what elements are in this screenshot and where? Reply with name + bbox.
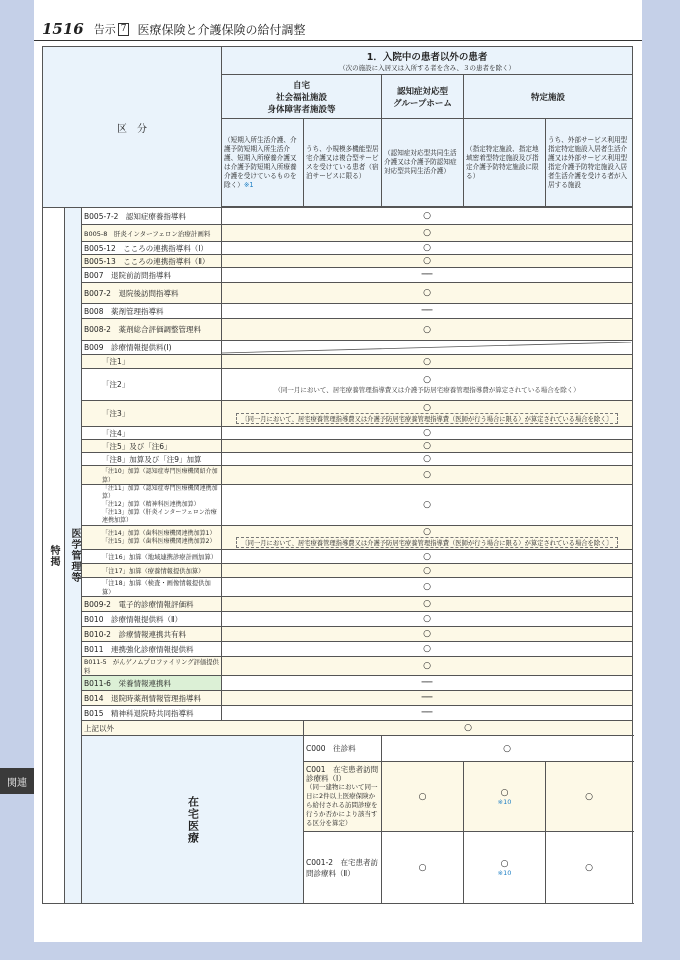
mark-home: ○ bbox=[382, 762, 464, 832]
sub-row-label: 「注1」 bbox=[82, 355, 222, 369]
row-mark: ── bbox=[222, 706, 633, 721]
row-label: C001 在宅患者訪問診療料（Ⅰ） （同一建物において同一日に2件以上医療保険から給付される訪問診療を行うか否かにより該当する区分を算定） bbox=[304, 762, 382, 832]
row-mark: ○ bbox=[222, 550, 633, 564]
row-label: B007-2 退院後訪問指導料 bbox=[82, 283, 222, 304]
group-tokkei: 特掲 bbox=[43, 208, 65, 904]
group-zaitaku: 在宅医療 bbox=[82, 736, 304, 904]
header-rule bbox=[34, 40, 642, 41]
page-title: 医療保険と介護保険の給付調整 bbox=[137, 22, 306, 37]
row-mark: ○ bbox=[222, 208, 633, 225]
row-mark: ○ bbox=[222, 578, 633, 597]
main-header-title: 1．入院中の患者以外の患者 bbox=[366, 52, 488, 63]
sub-row-label: 「注8」加算及び「注9」加算 bbox=[82, 453, 222, 466]
row-label: B005-7-2 認知症療養指導料 bbox=[82, 208, 222, 225]
sub-row-label: 「注10」加算（認知症専門医療機関紹介加算） bbox=[82, 466, 222, 485]
row-mark-with-note: ○ 〔同一月において、居宅療養管理指導費又は介護予防居宅療養管理指導費（医師が行う場合に限る）が算定されている場合を除く〕 bbox=[222, 526, 633, 550]
kokuji-number: 7 bbox=[118, 23, 130, 36]
mark-home: ○ bbox=[382, 832, 464, 904]
sub-row-label: 「注3」 bbox=[82, 401, 222, 427]
row-label: B011-6 栄養情報連携料 bbox=[82, 676, 222, 691]
sub-row-label: 「注14」加算（歯科医療機関連携加算1） 「注15」加算（歯科医療機関連携加算2） bbox=[82, 526, 222, 550]
side-tab-kanren[interactable]: 関連 bbox=[0, 768, 34, 794]
row-mark-with-note: ○ 〔同一月において、居宅療養管理指導費又は介護予防居宅療養管理指導費（医師が行う場合に限る）が算定されている場合を除く〕 bbox=[222, 401, 633, 427]
row-label: B015 精神科退院時共同指導料 bbox=[82, 706, 222, 721]
row-mark: ○ bbox=[222, 485, 633, 526]
mark-other: ○ bbox=[546, 762, 633, 832]
row-mark: ── bbox=[222, 676, 633, 691]
row-mark: ○ bbox=[222, 283, 633, 304]
cond-tokutei-sub: うち、外部サービス利用型指定特定施設入居者生活介護又は外部サービス利用型指定介護予防特定施設入居者生活介護を受ける者が入居する施設 bbox=[546, 119, 633, 207]
main-header-note: （次の施設に入居又は入所する者を含み、３の患者を除く） bbox=[339, 64, 515, 72]
row-label: B010 診療情報提供料（Ⅱ） bbox=[82, 612, 222, 627]
row-mark: ○ bbox=[222, 319, 633, 341]
col-tokutei-title: 特定施設 bbox=[464, 75, 633, 119]
row-label: B008-2 薬剤総合評価調整管理料 bbox=[82, 319, 222, 341]
row-label: B009 診療情報提供料(Ⅰ) bbox=[82, 341, 222, 355]
row-mark-with-note: ○ （同一月において、居宅療養管理指導費又は介護予防居宅療養管理指導費が算定されている場合を除く） bbox=[222, 369, 633, 401]
row-mark: ○ bbox=[222, 597, 633, 612]
row-mark: ○ bbox=[222, 225, 633, 242]
cond-grouphome: （認知症対応型共同生活介護又は介護予防認知症対応型共同生活介護） bbox=[382, 119, 464, 207]
sub-row-label: 「注11」加算（認知症専門医療機関連携加算） 「注12」加算（精神科医連携加算） 「注13」加算（肝炎インターフェロン治療連携加算） bbox=[82, 485, 222, 526]
sub-row-label: 「注16」加算（地域連携診療計画加算） bbox=[82, 550, 222, 564]
row-mark: ○ bbox=[222, 427, 633, 440]
row-mark: ○ bbox=[222, 355, 633, 369]
mark-other: ○ bbox=[546, 832, 633, 904]
row-label: B009-2 電子的診療情報評価料 bbox=[82, 597, 222, 612]
benefit-table bbox=[42, 46, 633, 904]
diagonal-line bbox=[222, 342, 631, 354]
group-igaku: 医学管理等 bbox=[65, 208, 82, 904]
main-header bbox=[222, 47, 633, 75]
row-label: B011 連携強化診療情報提供料 bbox=[82, 642, 222, 657]
cond-home-sub: うち、小規模多機能型居宅介護又は複合型サービスを受けている患者（宿泊サービスに限る） bbox=[304, 119, 382, 207]
row-mark: ○ bbox=[222, 242, 633, 255]
row-label: B010-2 診療情報連携共有料 bbox=[82, 627, 222, 642]
sub-row-label: 「注4」 bbox=[82, 427, 222, 440]
sub-row-label: 「注2」 bbox=[82, 369, 222, 401]
row-diagonal bbox=[222, 341, 633, 355]
row-mark: ── bbox=[222, 268, 633, 283]
row-label: B005-13 こころの連携指導料（Ⅱ） bbox=[82, 255, 222, 268]
col-home-title: 自宅 社会福祉施設 身体障害者施設等 bbox=[222, 75, 382, 119]
row-mark: ○ bbox=[382, 736, 633, 762]
row-label: B008 薬剤管理指導料 bbox=[82, 304, 222, 319]
row-mark: ○ bbox=[222, 612, 633, 627]
row-label: B007 退院前訪問指導料 bbox=[82, 268, 222, 283]
row-label: B005-12 こころの連携指導料（Ⅰ） bbox=[82, 242, 222, 255]
row-label: C000 往診料 bbox=[304, 736, 382, 762]
row-label: 上記以外 bbox=[82, 721, 304, 736]
row-mark: ○ bbox=[222, 453, 633, 466]
row-mark: ○ bbox=[222, 657, 633, 676]
cond-tokutei-main: （指定特定施設、指定地域密着型特定施設及び指定介護予防特定施設に限る） bbox=[464, 119, 546, 207]
mark-home-sub: ○ ※10 bbox=[464, 832, 546, 904]
sub-row-label: 「注18」加算（検査・画像情報提供加算） bbox=[82, 578, 222, 597]
sub-row-label: 「注5」及び「注6」 bbox=[82, 440, 222, 453]
col-grouphome-title: 認知症対応型 グループホーム bbox=[382, 75, 464, 119]
row-label: B011-5 がんゲノムプロファイリング評価提供料 bbox=[82, 657, 222, 676]
row-mark: ○ bbox=[222, 466, 633, 485]
page bbox=[34, 0, 642, 942]
page-number: 1516 bbox=[42, 20, 84, 38]
page-header bbox=[42, 18, 638, 40]
row-mark: ── bbox=[222, 691, 633, 706]
kokuji-label: 告示 bbox=[93, 23, 116, 36]
row-mark: ○ bbox=[304, 721, 633, 736]
mark-home-sub: ○ ※10 bbox=[464, 762, 546, 832]
row-label: B005-8 肝炎インターフェロン治療計画料 bbox=[82, 225, 222, 242]
row-mark: ○ bbox=[222, 255, 633, 268]
kubun-header: 区 分 bbox=[43, 47, 222, 208]
row-mark: ○ bbox=[222, 564, 633, 578]
row-label: C001-2 在宅患者訪問診療料（Ⅱ） bbox=[304, 832, 382, 904]
sub-row-label: 「注17」加算（療養情報提供加算） bbox=[82, 564, 222, 578]
row-mark: ── bbox=[222, 304, 633, 319]
row-mark: ○ bbox=[222, 440, 633, 453]
cond-home-main: （短期入所生活介護、介護予防短期入所生活介護、短期入所療養介護又は介護予防短期入所療養介護を受けているものを除く）※1 bbox=[222, 119, 304, 207]
row-label: B014 退院時薬剤情報管理指導料 bbox=[82, 691, 222, 706]
row-mark: ○ bbox=[222, 627, 633, 642]
row-mark: ○ bbox=[222, 642, 633, 657]
